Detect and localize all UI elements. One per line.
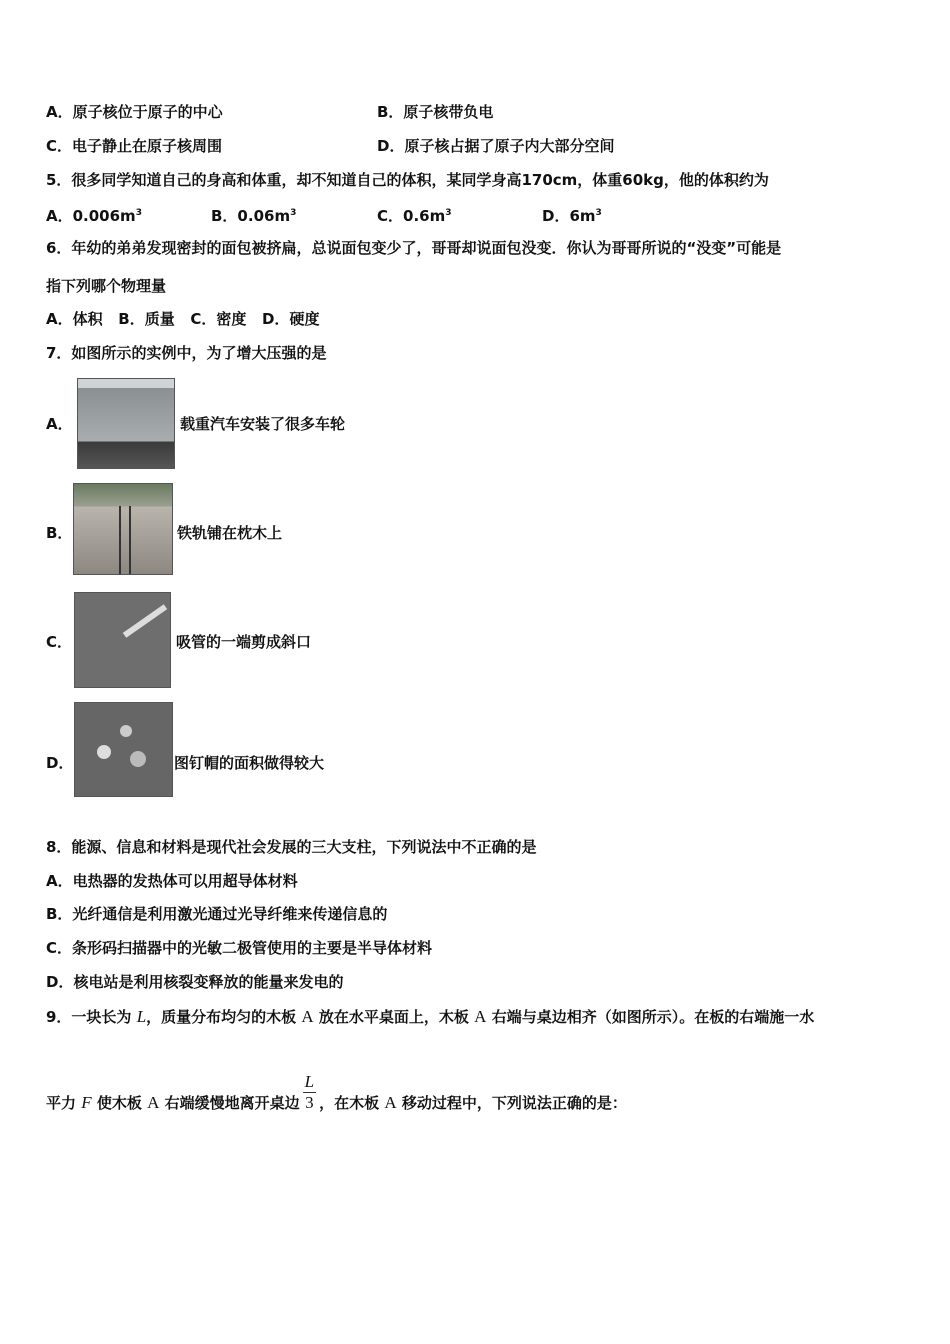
q7-option-b-text: 铁轨铺在枕木上 xyxy=(177,524,283,542)
truck-image xyxy=(77,378,175,469)
q4-option-b: B．原子核带负电 xyxy=(377,103,494,121)
thumbtack-image xyxy=(74,702,173,797)
fraction-denominator: 3 xyxy=(305,1093,314,1112)
q4-option-a: A．原子核位于原子的中心 xyxy=(46,103,223,121)
q6-stem-cont: 指下列哪个物理量 xyxy=(46,277,167,295)
q6-stem: 6．年幼的弟弟发现密封的面包被挤扁，总说面包变少了，哥哥却说面包没变．你认为哥哥所说的“没变”可能是 xyxy=(46,239,782,257)
q5-option-a: A．$0.006m^3$ xyxy=(46,207,142,225)
q7-option-d-letter: D． xyxy=(46,754,74,772)
q4-option-d: D．原子核占据了原子内大部分空间 xyxy=(377,137,615,155)
q9-stem-line2: 平力 F 使木板 A 右端缓慢地离开桌边 $\frac{L}{3}$ ，在木板 A 移动过程中，下列说法正确的是： xyxy=(46,1072,627,1112)
q6-options: A．体积 B．质量 C．密度 D．硬度 xyxy=(46,310,320,328)
q8-option-d: D．核电站是利用核裂变释放的能量来发电的 xyxy=(46,973,344,991)
railway-image xyxy=(73,483,173,575)
q5-option-c: C．$0.6m^3$ xyxy=(377,207,452,225)
q8-option-b: B．光纤通信是利用激光通过光导纤维来传递信息的 xyxy=(46,905,388,923)
straw-image xyxy=(74,592,171,688)
q7-option-b-letter: B． xyxy=(46,524,73,542)
q7-stem: 7．如图所示的实例中，为了增大压强的是 xyxy=(46,344,327,362)
q8-stem: 8．能源、信息和材料是现代社会发展的三大支柱，下列说法中不正确的是 xyxy=(46,838,537,856)
q7-option-a-letter: A． xyxy=(46,415,73,433)
q7-option-c-text: 吸管的一端剪成斜口 xyxy=(176,633,312,651)
q7-option-a-text: 载重汽车安装了很多车轮 xyxy=(180,415,346,433)
q8-option-a: A．电热器的发热体可以用超导体材料 xyxy=(46,872,298,890)
q5-option-b: B．$0.06m^3$ xyxy=(211,207,297,225)
q9-stem-line1: 9．一块长为 L，质量分布均匀的木板 A 放在水平桌面上，木板 A 右端与桌边相齐（如图所示）。在板的右端施一水 xyxy=(46,1007,815,1026)
q8-option-c: C．条形码扫描器中的光敏二极管使用的主要是半导体材料 xyxy=(46,939,433,957)
q7-option-d-text: 图钉帽的面积做得较大 xyxy=(174,754,325,772)
fraction xyxy=(303,1072,316,1113)
q4-option-c: C．电子静止在原子核周围 xyxy=(46,137,223,155)
q5-option-d: D．$6m^3$ xyxy=(542,207,602,225)
fraction-numerator: L xyxy=(304,1072,315,1091)
q5-stem: 5．很多同学知道自己的身高和体重，却不知道自己的体积，某同学身高170cm，体重60kg，他的体积约为 xyxy=(46,171,769,189)
q7-option-c-letter: C． xyxy=(46,633,73,651)
